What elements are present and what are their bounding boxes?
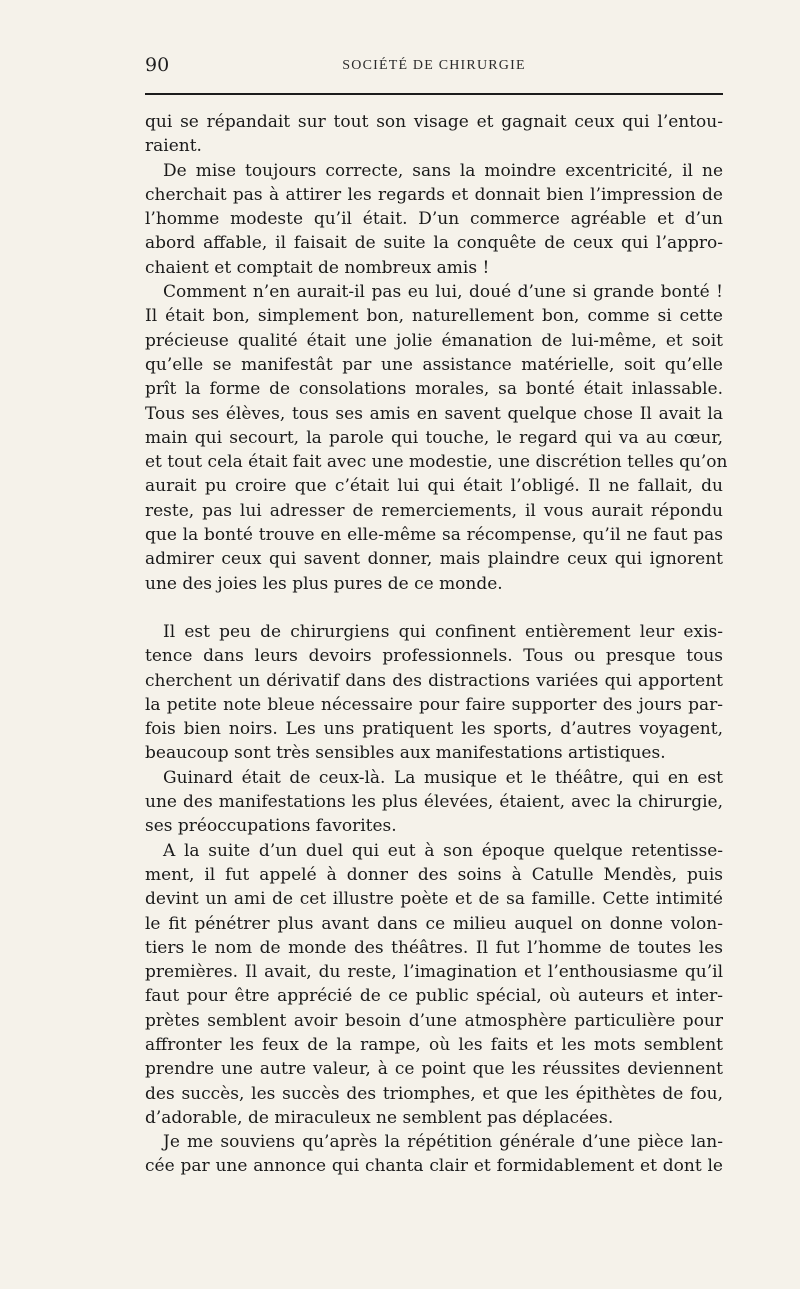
text-line: et tout cela était fait avec une modestie, une discrétion telles qu’on [145, 452, 728, 473]
text-line: Comment n’en aurait-il pas eu lui, doué d’une si grande bonté ! [163, 282, 723, 303]
text-line: des succès, les succès des triomphes, et que les épithètes de fou, [145, 1083, 723, 1104]
header-rule [145, 93, 723, 95]
text-line: raient. [145, 136, 202, 157]
text-line: la petite note bleue nécessaire pour faire supporter des jours par- [145, 694, 723, 715]
text-line: devint un ami de cet illustre poète et de sa famille. Cette intimité [145, 889, 723, 910]
text-line: d’adorable, de miraculeux ne semblent pas déplacées. [145, 1107, 614, 1128]
text-line: prendre une autre valeur, à ce point que les réussites deviennent [145, 1059, 723, 1080]
text-line: Il est peu de chirurgiens qui confinent entièrement leur exis- [163, 621, 723, 642]
text-line: Tous ses élèves, tous ses amis en savent quelque chose Il avait la [145, 403, 723, 424]
paragraph [145, 159, 723, 280]
text-line: Guinard était de ceux-là. La musique et le théâtre, qui en est [163, 767, 723, 788]
running-title: SOCIÉTÉ DE CHIRURGIE [342, 58, 526, 73]
paragraph [145, 620, 723, 766]
text-line: De mise toujours correcte, sans la moindre excentricité, il ne [163, 160, 723, 181]
paragraph-gap [145, 596, 723, 620]
text-line: une des manifestations les plus élevées, étaient, avec la chirurgie, [145, 792, 723, 813]
text-line: l’homme modeste qu’il était. D’un commerce agréable et d’un [145, 209, 723, 230]
text-line: reste, pas lui adresser de remerciements, il vous aurait répondu [145, 500, 723, 521]
page-header [145, 52, 723, 82]
body-text [145, 110, 728, 1179]
text-line: beaucoup sont très sensibles aux manifestations artistiques. [145, 743, 666, 764]
paragraph [145, 766, 723, 839]
text-line: qui se répandait sur tout son visage et gagnait ceux qui l’entou- [145, 112, 723, 132]
text-line: faut pour être apprécié de ce public spécial, où auteurs et inter- [145, 986, 723, 1007]
text-line: fois bien noirs. Les uns pratiquent les sports, d’autres voyagent, [145, 719, 723, 740]
text-line: chaient et comptait de nombreux amis ! [145, 257, 490, 278]
page-number: 90 [145, 54, 170, 76]
text-line: prètes semblent avoir besoin d’une atmosphère particulière pour [145, 1010, 723, 1031]
text-line: affronter les feux de la rampe, où les faits et les mots semblent [145, 1034, 723, 1055]
text-line: qu’elle se manifestât par une assistance matérielle, soit qu’elle [145, 354, 723, 375]
paragraph [145, 839, 723, 1131]
text-line: admirer ceux qui savent donner, mais plaindre ceux qui ignorent [145, 549, 723, 570]
text-line: tiers le nom de monde des théâtres. Il fut l’homme de toutes les [145, 937, 723, 958]
text-line: le fit pénétrer plus avant dans ce milieu auquel on donne volon- [145, 913, 723, 934]
text-line: que la bonté trouve en elle-même sa récompense, qu’il ne faut pas [145, 525, 723, 546]
text-line: A la suite d’un duel qui eut à son époque quelque retentisse- [163, 840, 723, 861]
text-line: prît la forme de consolations morales, sa bonté était inlassable. [145, 379, 723, 400]
text-line: aurait pu croire que c’était lui qui était l’obligé. Il ne fallait, du [145, 476, 723, 497]
text-line: ses préoccupations favorites. [145, 816, 397, 837]
text-line: main qui secourt, la parole qui touche, le regard qui va au cœur, [145, 427, 723, 448]
text-line: cherchait pas à attirer les regards et donnait bien l’impression de [145, 184, 723, 205]
paragraph [145, 110, 723, 159]
text-line: tence dans leurs devoirs professionnels. Tous ou presque tous [145, 646, 723, 667]
text-line: précieuse qualité était une jolie émanation de lui-même, et soit [145, 330, 723, 351]
text-line: premières. Il avait, du reste, l’imagination et l’enthousiasme qu’il [145, 962, 723, 983]
paragraph [145, 1130, 723, 1179]
text-line: abord affable, il faisait de suite la conquête de ceux qui l’appro- [145, 233, 723, 254]
text-line: cée par une annonce qui chanta clair et formidablement et dont le [145, 1156, 723, 1177]
text-line: cherchent un dérivatif dans des distractions variées qui apportent [145, 670, 723, 691]
text-line: une des joies les plus pures de ce monde. [145, 573, 503, 594]
paragraph [145, 280, 728, 596]
text-line: ment, il fut appelé à donner des soins à Catulle Mendès, puis [145, 864, 723, 885]
text-line: Il était bon, simplement bon, naturellement bon, comme si cette [145, 306, 723, 327]
text-line: Je me souviens qu’après la répétition générale d’une pièce lan- [163, 1132, 723, 1153]
